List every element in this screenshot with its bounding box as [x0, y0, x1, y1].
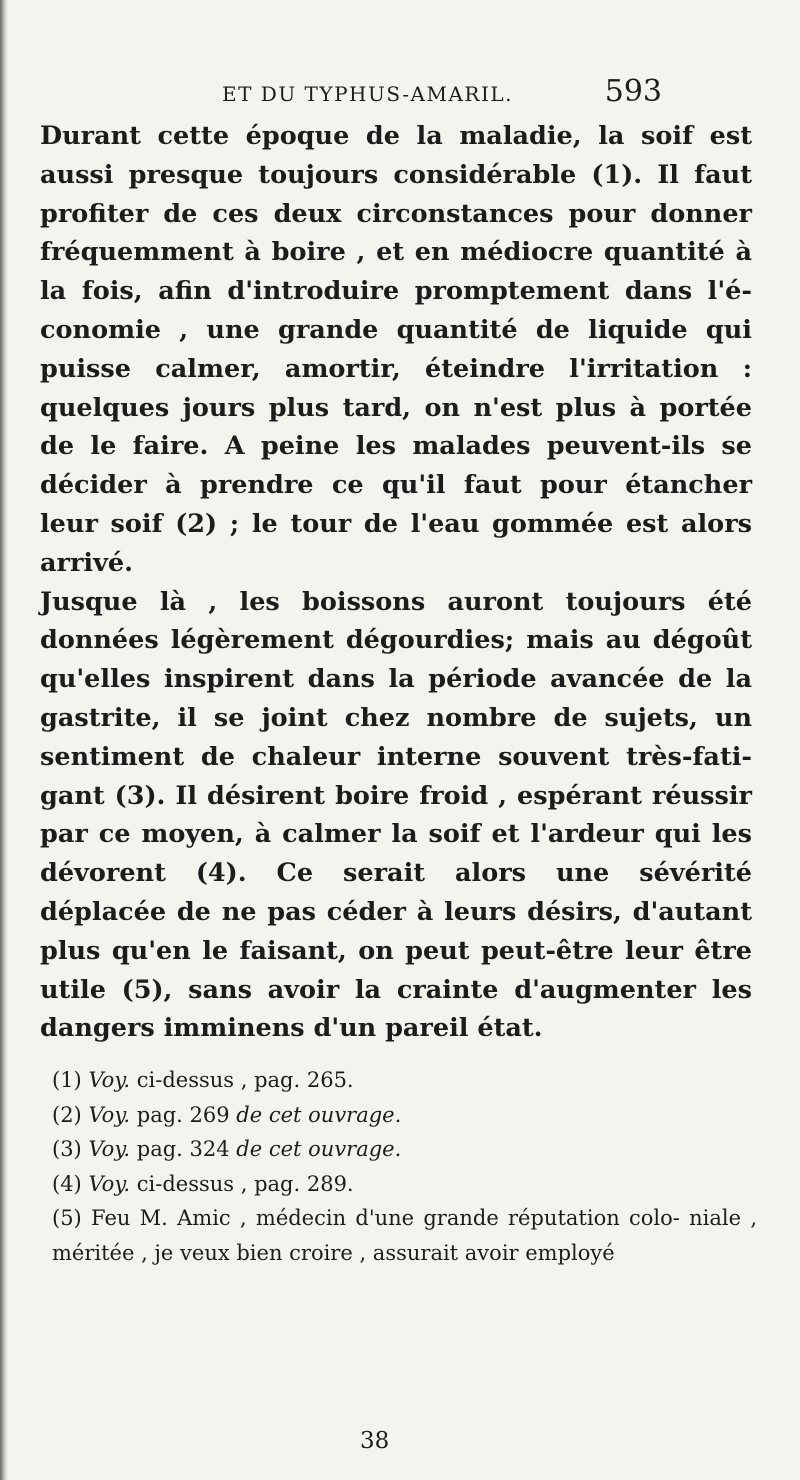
footnote-voy: Voy.: [88, 1171, 131, 1196]
running-title: ET DU TYPHUS-AMARIL.: [222, 82, 513, 106]
page-header: [222, 74, 662, 120]
footnote-text: ci-dessus , pag. 289.: [136, 1171, 354, 1196]
body-text: [40, 117, 752, 1048]
footnote-text: pag. 269: [136, 1102, 230, 1127]
paragraph: Durant cette époque de la maladie, la soif est aussi presque toujours considérable (1). Il faut profiter de ces deux circonstances pour donner fréquemment à boire , et en médiocre quantité à la fois, afin d'introduire promptement dans l'é- conomie , une grande quantité de liquide qui puisse calmer, amortir, éteindre l'irritation : quelques jours plus tard, on n'est plus à portée de le faire. A peine les malades peuvent-ils se décider à prendre ce qu'il faut pour étancher leur soif (2) ; le tour de l'eau gommée est alors arrivé.: [40, 121, 752, 578]
footnote-marker: (4): [52, 1171, 82, 1196]
footnote-text: Feu M. Amic , médecin d'une grande réputation colo- niale , méritée , je veux bien croire , assurait avoir employé: [52, 1206, 757, 1265]
footnote: [52, 1098, 757, 1133]
footnote-voy: Voy.: [88, 1068, 131, 1092]
footnote-italic-tail: de cet ouvrage.: [236, 1102, 402, 1127]
footnote-text: pag. 324: [136, 1137, 230, 1161]
page-gutter-shadow: [0, 0, 8, 1480]
footnote: [52, 1167, 757, 1202]
footnote-marker: (2): [52, 1102, 82, 1127]
footnote-marker: (3): [52, 1137, 82, 1161]
footnote-italic-tail: de cet ouvrage.: [236, 1137, 402, 1161]
footnote-voy: Voy.: [88, 1102, 131, 1127]
footnote-marker: (5): [52, 1206, 82, 1230]
paragraph: Jusque là , les boissons auront toujours été données légèrement dégourdies; mais au dégoût qu'elles inspirent dans la période avancée de la gastrite, il se joint chez nombre de sujets, un sentiment de chaleur interne souvent très-fati- gant (3). Il désirent boire froid , espérant réussir par ce moyen, à calmer la soif et l'ardeur qui les dévorent (4). Ce serait alors une sévérité déplacée de ne pas céder à leurs désirs, d'autant plus qu'en le faisant, on peut peut-être leur être utile (5), sans avoir la crainte d'augmenter les dangers imminens d'un pareil état.: [40, 586, 752, 1044]
footnote-voy: Voy.: [88, 1137, 131, 1161]
footnote-marker: (1): [52, 1068, 82, 1092]
footnote: [52, 1132, 757, 1167]
footnote: [52, 1063, 757, 1098]
signature-mark: 38: [360, 1428, 390, 1454]
footnote-text: ci-dessus , pag. 265.: [136, 1068, 354, 1092]
page-number: 593: [604, 74, 662, 109]
footnote: [52, 1201, 757, 1270]
footnotes: [52, 1063, 757, 1270]
